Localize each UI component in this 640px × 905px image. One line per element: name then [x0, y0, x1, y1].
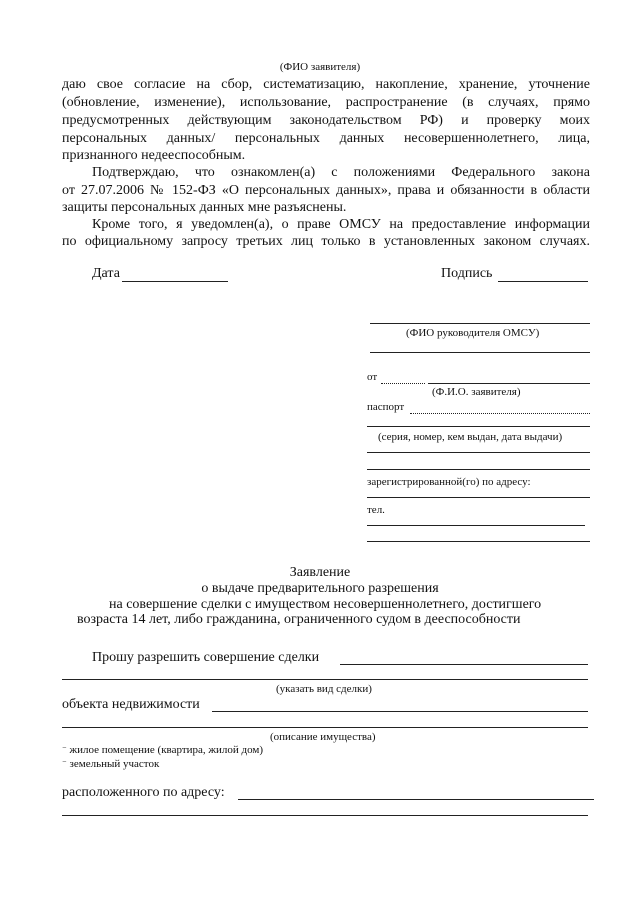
- signature-field[interactable]: [498, 281, 588, 282]
- text-line: от 27.07.2006 № 152-ФЗ «О персональных данных», права и обязанности в области: [62, 183, 590, 198]
- applicant-fio-caption: (ФИО заявителя): [279, 61, 361, 73]
- address-field[interactable]: [367, 497, 590, 498]
- deal-field-2[interactable]: [62, 679, 588, 680]
- option-zemelny[interactable]: [62, 758, 159, 770]
- head-name-field-2[interactable]: [370, 352, 590, 353]
- passport-field-2[interactable]: [367, 426, 590, 427]
- text-line: (обновление, изменение), использование, распространение (в случаях, прямо: [62, 95, 590, 110]
- text-line: предусмотренных действующим законодательством РФ) и проверку моих: [62, 113, 590, 128]
- head-caption: (ФИО руководителя ОМСУ): [406, 327, 540, 339]
- deal-caption: (указать вид сделки): [276, 683, 372, 695]
- passport-caption: (серия, номер, кем выдан, дата выдачи): [378, 431, 563, 443]
- applicant-caption: (Ф.И.О. заявителя): [432, 386, 521, 398]
- address-label: зарегистрированной(го) по адресу:: [367, 476, 531, 488]
- text-line: Подтверждаю, что ознакомлен(а) с положениями Федерального закона: [92, 165, 590, 180]
- application-subtitle-line: о выдаче предварительного разрешения: [201, 581, 439, 596]
- passport-field[interactable]: [410, 413, 590, 414]
- checkbox-mark-icon: ⁻: [62, 758, 67, 768]
- phone-label: тел.: [367, 504, 385, 516]
- from-field[interactable]: [428, 383, 590, 384]
- passport-label: паспорт: [367, 401, 405, 413]
- property-caption: (описание имущества): [270, 731, 376, 743]
- object-label: объекта недвижимости: [62, 697, 200, 712]
- from-field-short[interactable]: [381, 383, 425, 384]
- date-field[interactable]: [122, 281, 228, 282]
- application-subtitle-line: на совершение сделки с имуществом несовершеннолетнего, достигшего: [109, 597, 542, 612]
- phone-field[interactable]: [367, 525, 585, 526]
- passport-field-3[interactable]: [367, 452, 590, 453]
- text-line: персональных данных/ персональных данных несовершеннолетнего, лица,: [62, 131, 590, 146]
- text-line: даю свое согласие на сбор, систематизацию, накопление, хранение, уточнение: [62, 77, 590, 92]
- property-address-field-2[interactable]: [62, 815, 588, 816]
- date-label: Дата: [92, 266, 120, 281]
- deal-field[interactable]: [340, 664, 588, 665]
- text-line: защиты персональных данных мне разъяснены.: [62, 200, 347, 215]
- object-field[interactable]: [212, 711, 588, 712]
- option-label: земельный участок: [69, 758, 160, 770]
- property-address-field[interactable]: [238, 799, 594, 800]
- signature-label: Подпись: [441, 266, 493, 281]
- application-subtitle-line: возраста 14 лет, либо гражданина, ограниченного судом в дееспособности: [77, 612, 521, 627]
- option-label: жилое помещение (квартира, жилой дом): [69, 744, 264, 756]
- option-jiloe[interactable]: [62, 744, 263, 756]
- passport-field-4[interactable]: [367, 469, 590, 470]
- checkbox-mark-icon: ⁻: [62, 744, 67, 754]
- phone-field-2[interactable]: [367, 541, 590, 542]
- head-name-field[interactable]: [370, 323, 590, 324]
- object-field-2[interactable]: [62, 727, 588, 728]
- request-label: Прошу разрешить совершение сделки: [92, 650, 320, 665]
- application-title: Заявление: [289, 565, 351, 580]
- text-line: признанного недееспособным.: [62, 148, 246, 163]
- text-line: по официальному запросу третьих лиц только в установленных законом случаях.: [62, 234, 590, 249]
- from-label: от: [367, 371, 378, 383]
- property-address-label: расположенного по адресу:: [62, 785, 225, 800]
- text-line: Кроме того, я уведомлен(а), о праве ОМСУ на предоставление информации: [92, 217, 590, 232]
